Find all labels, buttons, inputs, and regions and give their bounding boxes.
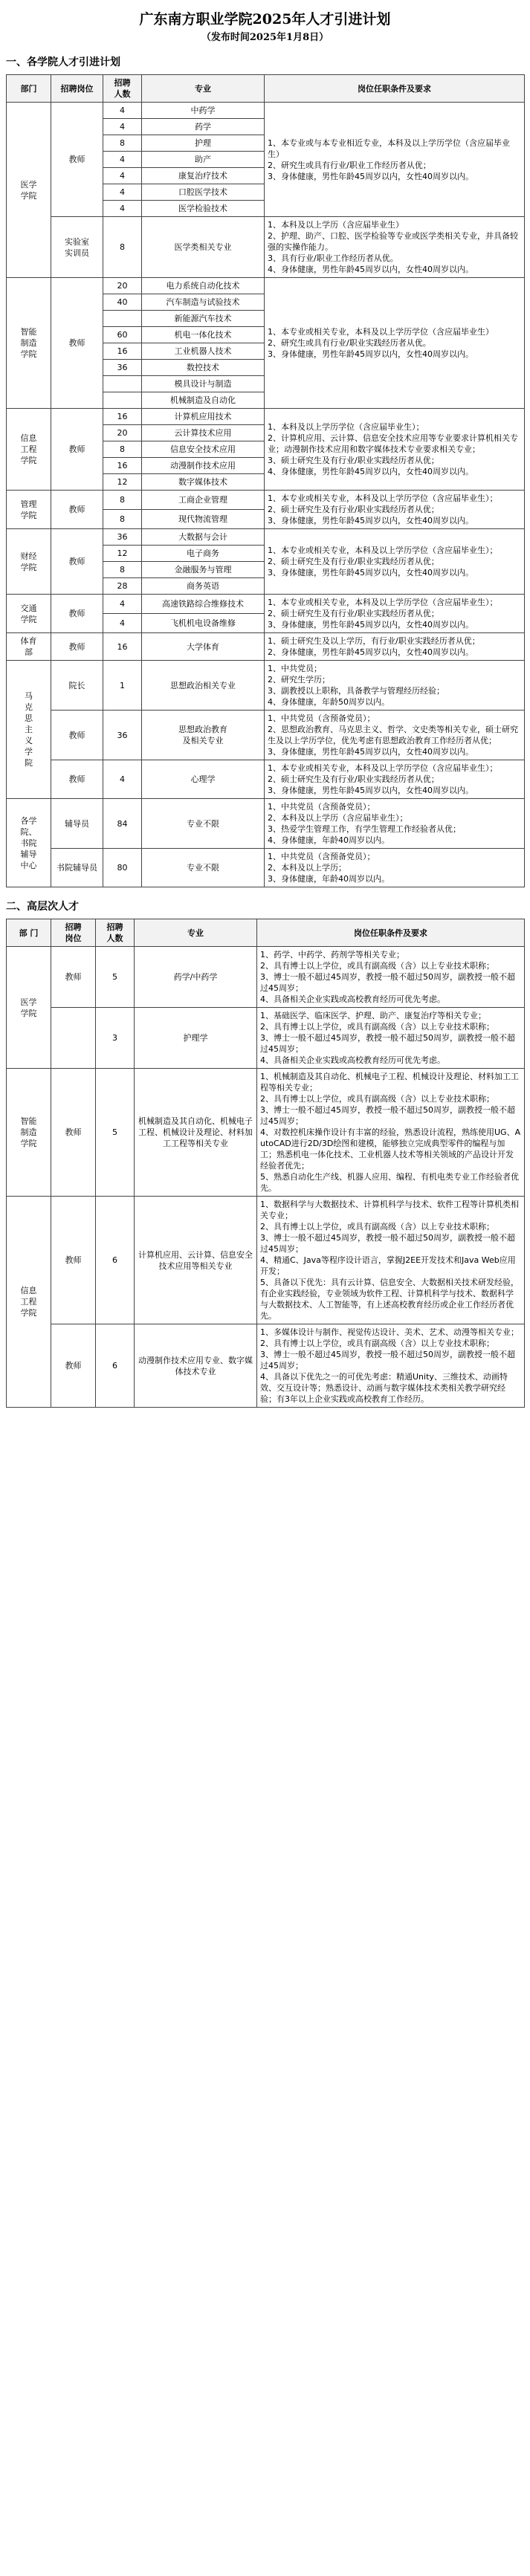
major-cell: 汽车制造与试验技术	[142, 294, 265, 311]
requirements-cell: 1、中共党员（含预备党员）； 2、本科及以上学历（含应届毕业生）； 3、热爱学生管理工作，有学生管理工作经验者从优； 4、身体健康，年龄40周岁以内。	[265, 799, 525, 849]
department-cell: 医学 学院	[7, 947, 51, 1069]
table-row	[7, 1324, 525, 1408]
department-cell: 马 克 思 主 义 学 院	[7, 661, 51, 799]
count-cell: 40	[103, 294, 142, 311]
major-cell: 机械制造及自动化	[142, 392, 265, 409]
count-cell: 80	[103, 849, 142, 887]
post-cell: 教师	[51, 1069, 96, 1197]
table-row	[7, 278, 525, 294]
requirements-cell: 1、中共党员（含预备党员）； 2、本科及以上学历； 3、身体健康，年龄40周岁以内。	[265, 849, 525, 887]
count-cell: 5	[96, 947, 135, 1008]
table-row	[7, 947, 525, 1008]
requirements-cell: 1、机械制造及其自动化、机械电子工程、机械设计及理论、材料加工工程等相关专业； 2、具有博士以上学位，或具有副高级（含）以上专业技术职称； 3、博士一般不超过45周岁，教授一般不超过50周岁，副教授一般不超过45周岁； 4、对数控机床操作设计有丰富的经验，熟悉设计流程，熟练使用UG、AutoCAD进行2D/3D绘图和建模，能够独立完成典型零件的编程与加工；熟悉机电一体化技术、工业机器人技术等相关领域的产品设计开发经验者优先； 5、熟悉自动化生产线、机器人应用、编程、有机电类专业工作经验者优先。	[257, 1069, 525, 1197]
count-cell: 1	[103, 661, 142, 711]
count-cell: 6	[96, 1324, 135, 1408]
count-cell: 4	[103, 614, 142, 633]
major-cell: 护理学	[135, 1008, 257, 1069]
header-requirements: 岗位任职条件及要求	[265, 75, 525, 103]
section1-table	[6, 74, 525, 887]
header-post: 招聘 岗位	[51, 919, 96, 947]
count-cell: 4	[103, 103, 142, 119]
table-row	[7, 103, 525, 119]
major-cell: 药学/中药学	[135, 947, 257, 1008]
count-cell: 5	[96, 1069, 135, 1197]
post-cell: 辅导员	[51, 799, 103, 849]
major-cell: 工业机器人技术	[142, 343, 265, 360]
major-cell: 机械制造及其自动化、机械电子工程、机械设计及理论、材料加工工程等相关专业	[135, 1069, 257, 1197]
table-row	[7, 711, 525, 760]
department-cell: 智能 制造 学院	[7, 1069, 51, 1197]
count-cell: 36	[103, 360, 142, 376]
table-row	[7, 1069, 525, 1197]
section2-table	[6, 919, 525, 1408]
post-cell: 教师	[51, 409, 103, 491]
requirements-cell: 1、中共党员； 2、研究生学历； 3、副教授以上职称，具备教学与管理经历经验； 4、身体健康，年龄50周岁以内。	[265, 661, 525, 711]
department-cell: 体育 部	[7, 633, 51, 661]
count-cell: 60	[103, 327, 142, 343]
table-row	[7, 633, 525, 661]
post-cell: 教师	[51, 947, 96, 1008]
major-cell: 计算机应用技术	[142, 409, 265, 425]
table-row	[7, 217, 525, 278]
post-cell: 教师	[51, 1197, 96, 1324]
department-cell: 信息 工程 学院	[7, 1197, 51, 1408]
count-cell: 16	[103, 458, 142, 474]
header-count: 招聘 人数	[103, 75, 142, 103]
count-cell: 12	[103, 474, 142, 491]
section1-body	[7, 103, 525, 887]
major-cell: 专业不限	[142, 799, 265, 849]
requirements-cell: 1、本专业或与本专业相近专业，本科及以上学历学位（含应届毕业生） 2、研究生或具有行业/职业工作经历者从优； 3、身体健康，男性年龄45周岁以内，女性40周岁以内。	[265, 103, 525, 217]
major-cell: 助产	[142, 152, 265, 168]
post-cell: 教师	[51, 633, 103, 661]
requirements-cell: 1、药学、中药学、药剂学等相关专业； 2、具有博士以上学位，或具有副高级（含）以上专业技术职称； 3、博士一般不超过45周岁，教授一般不超过50周岁，副教授一般不超过45周岁； 4、具备相关企业实践或高校教育经历可优先考虑。	[257, 947, 525, 1008]
count-cell: 4	[103, 595, 142, 614]
count-cell: 16	[103, 633, 142, 661]
requirements-cell: 1、本专业或相关专业，本科及以上学历学位（含应届毕业生）； 2、硕士研究生及有行业/职业实践经历者从优； 3、身体健康，男性年龄45周岁以内，女性40周岁以内。	[265, 760, 525, 799]
department-cell: 各学 院、 书院 辅导 中心	[7, 799, 51, 887]
count-cell: 8	[103, 441, 142, 458]
count-cell: 4	[103, 201, 142, 217]
count-cell: 4	[103, 152, 142, 168]
section2-heading: 二、高层次人才	[6, 901, 79, 913]
post-cell: 教师	[51, 1324, 96, 1408]
table-row	[7, 661, 525, 711]
post-cell: 书院辅导员	[51, 849, 103, 887]
count-cell: 36	[103, 529, 142, 546]
major-cell: 大数据与会计	[142, 529, 265, 546]
post-cell: 院长	[51, 661, 103, 711]
section1-heading: 一、各学院人才引进计划	[6, 56, 120, 68]
major-cell: 数字媒体技术	[142, 474, 265, 491]
count-cell: 6	[96, 1197, 135, 1324]
count-cell: 20	[103, 278, 142, 294]
count-cell: 8	[103, 491, 142, 510]
count-cell: 4	[103, 168, 142, 184]
table-row	[7, 1197, 525, 1324]
requirements-cell: 1、基础医学、临床医学、护理、助产、康复治疗等相关专业； 2、具有博士以上学位，或具有副高级（含）以上专业技术职称； 3、博士一般不超过45周岁，教授一般不超过50周岁，副教授一般不超过45周岁； 4、具备相关企业实践或高校教育经历可优先考虑。	[257, 1008, 525, 1069]
major-cell: 机电一体化技术	[142, 327, 265, 343]
section1-header-row	[7, 75, 525, 103]
requirements-cell: 1、本专业或相关专业，本科及以上学历学位（含应届毕业生）； 2、硕士研究生及有行业/职业实践经历者从优； 3、身体健康，男性年龄45周岁以内，女性40周岁以内。	[265, 529, 525, 595]
major-cell: 护理	[142, 135, 265, 152]
major-cell: 工商企业管理	[142, 491, 265, 510]
count-cell: 84	[103, 799, 142, 849]
count-cell: 16	[103, 409, 142, 425]
document-subtitle: （发布时间2025年1月8日）	[201, 32, 329, 43]
table-row	[7, 849, 525, 887]
post-cell: 教师	[51, 595, 103, 633]
post-cell: 教师	[51, 529, 103, 595]
department-cell: 管理 学院	[7, 491, 51, 529]
count-cell: 3	[96, 1008, 135, 1069]
section2-header-row	[7, 919, 525, 947]
post-cell: 实验室 实训员	[51, 217, 103, 278]
requirements-cell: 1、多媒体设计与制作、视觉传达设计、美术、艺术、动漫等相关专业； 2、具有博士以上学位，或具有副高级（含）以上专业技术职称； 3、博士一般不超过45周岁，教授一般不超过50周岁，副教授一般不超过45周岁； 4、具备以下优先之一的可优先考虑：精通Unity、三维技术、动画特效、交互设计等；熟悉设计、动画与数字媒体技术类相关教学研究经验；有3年以上企业实践或高校教育工作经历。	[257, 1324, 525, 1408]
table-row	[7, 1008, 525, 1069]
table-row	[7, 595, 525, 614]
major-cell: 商务英语	[142, 578, 265, 595]
requirements-cell: 1、本专业或相关专业，本科及以上学历学位（含应届毕业生） 2、研究生或具有行业/职业实践经历者从优。 3、身体健康，男性年龄45周岁以内，女性40周岁以内。	[265, 278, 525, 409]
post-cell: 教师	[51, 103, 103, 217]
table-row	[7, 799, 525, 849]
table-row	[7, 529, 525, 546]
major-cell: 飞机机电设备维修	[142, 614, 265, 633]
header-major: 专业	[142, 75, 265, 103]
major-cell: 模具设计与制造	[142, 376, 265, 392]
count-cell: 4	[103, 184, 142, 201]
major-cell: 电力系统自动化技术	[142, 278, 265, 294]
header-post: 招聘岗位	[51, 75, 103, 103]
count-cell: 4	[103, 119, 142, 135]
major-cell: 数控技术	[142, 360, 265, 376]
major-cell: 心理学	[142, 760, 265, 799]
post-cell: 教师	[51, 491, 103, 529]
count-cell: 8	[103, 135, 142, 152]
post-cell: 教师	[51, 711, 103, 760]
count-cell: 8	[103, 217, 142, 278]
count-cell: 28	[103, 578, 142, 595]
major-cell: 计算机应用、云计算、信息安全技术应用等相关专业	[135, 1197, 257, 1324]
major-cell: 金融服务与管理	[142, 562, 265, 578]
major-cell: 云计算技术应用	[142, 425, 265, 441]
major-cell: 专业不限	[142, 849, 265, 887]
table-row	[7, 409, 525, 425]
major-cell: 康复治疗技术	[142, 168, 265, 184]
count-cell: 12	[103, 546, 142, 562]
count-cell: 36	[103, 711, 142, 760]
count-cell	[103, 311, 142, 327]
major-cell: 中药学	[142, 103, 265, 119]
major-cell: 口腔医学技术	[142, 184, 265, 201]
header-requirements: 岗位任职条件及要求	[257, 919, 525, 947]
major-cell: 高速铁路综合维修技术	[142, 595, 265, 614]
header-department: 部 门	[7, 919, 51, 947]
requirements-cell: 1、本专业或相关专业，本科及以上学历学位（含应届毕业生）； 2、硕士研究生及有行业/职业实践经历者从优； 3、身体健康，男性年龄45周岁以内，女性40周岁以内。	[265, 595, 525, 633]
requirements-cell: 1、中共党员（含预备党员）； 2、思想政治教育、马克思主义、哲学、文史类等相关专业，硕士研究生及以上学历学位，优先考虑有思想政治教育工作经历者从优； 3、身体健康，男性年龄45周岁以内，女性40周岁以内。	[265, 711, 525, 760]
major-cell: 电子商务	[142, 546, 265, 562]
requirements-cell: 1、本科及以上学历（含应届毕业生） 2、护理、助产、口腔、医学检验等专业或医学类相关专业，并具备较强的实操作能力。 3、具有行业/职业工作经历者从优。 4、身体健康，男性年龄45周岁以内，女性40周岁以内。	[265, 217, 525, 278]
major-cell: 新能源汽车技术	[142, 311, 265, 327]
requirements-cell: 1、本科及以上学历学位（含应届毕业生）； 2、计算机应用、云计算、信息安全技术应用等专业要求计算机相关专业；动漫制作技术应用和数字媒体技术专业要求相关专业； 3、硕士研究生及有行业/职业实践经历者从优； 4、身体健康，男性年龄45周岁以内，女性40周岁以内。	[265, 409, 525, 491]
major-cell: 大学体育	[142, 633, 265, 661]
table-row	[7, 491, 525, 510]
header-department: 部门	[7, 75, 51, 103]
major-cell: 思想政治相关专业	[142, 661, 265, 711]
count-cell	[103, 392, 142, 409]
section2-body	[7, 947, 525, 1408]
major-cell: 思想政治教育 及相关专业	[142, 711, 265, 760]
requirements-cell: 1、硕士研究生及以上学历，有行业/职业实践经历者从优； 2、身体健康，男性年龄45周岁以内，女性40周岁以内。	[265, 633, 525, 661]
header-count: 招聘 人数	[96, 919, 135, 947]
major-cell: 信息安全技术应用	[142, 441, 265, 458]
document-title: 广东南方职业学院2025年人才引进计划	[139, 11, 391, 27]
header-major: 专业	[135, 919, 257, 947]
department-cell: 信息 工程 学院	[7, 409, 51, 491]
department-cell: 医学 学院	[7, 103, 51, 278]
major-cell: 动漫制作技术应用	[142, 458, 265, 474]
major-cell: 医学检验技术	[142, 201, 265, 217]
count-cell: 8	[103, 562, 142, 578]
major-cell: 药学	[142, 119, 265, 135]
requirements-cell: 1、数据科学与大数据技术、计算机科学与技术、软件工程等计算机类相关专业； 2、具有博士以上学位，或具有副高级（含）以上专业技术职称； 3、博士一般不超过45周岁，教授一般不超过50周岁，副教授一般不超过45周岁； 4、精通C、Java等程序设计语言，掌握J2EE开发技术和Java Web应用开发； 5、具备以下优先：具有云计算、信息安全、大数据相关技术研发经验，有企业实践经验，专业领域为软件工程、计算机科学与技术、数据科学与大数据技术、人工智能等，有上述高校教育经历或企业工作经历者优先。	[257, 1197, 525, 1324]
count-cell: 4	[103, 760, 142, 799]
table-row	[7, 760, 525, 799]
major-cell: 现代物流管理	[142, 510, 265, 529]
department-cell: 智能 制造 学院	[7, 278, 51, 409]
post-cell	[51, 1008, 96, 1069]
count-cell: 8	[103, 510, 142, 529]
major-cell: 医学类相关专业	[142, 217, 265, 278]
major-cell: 动漫制作技术应用专业、数字媒体技术专业	[135, 1324, 257, 1408]
requirements-cell: 1、本专业或相关专业，本科及以上学历学位（含应届毕业生）； 2、硕士研究生及有行业/职业实践经历者从优； 3、身体健康，男性年龄45周岁以内，女性40周岁以内。	[265, 491, 525, 529]
department-cell: 财经 学院	[7, 529, 51, 595]
count-cell: 20	[103, 425, 142, 441]
count-cell	[103, 376, 142, 392]
count-cell: 16	[103, 343, 142, 360]
department-cell: 交通 学院	[7, 595, 51, 633]
post-cell: 教师	[51, 760, 103, 799]
post-cell: 教师	[51, 278, 103, 409]
